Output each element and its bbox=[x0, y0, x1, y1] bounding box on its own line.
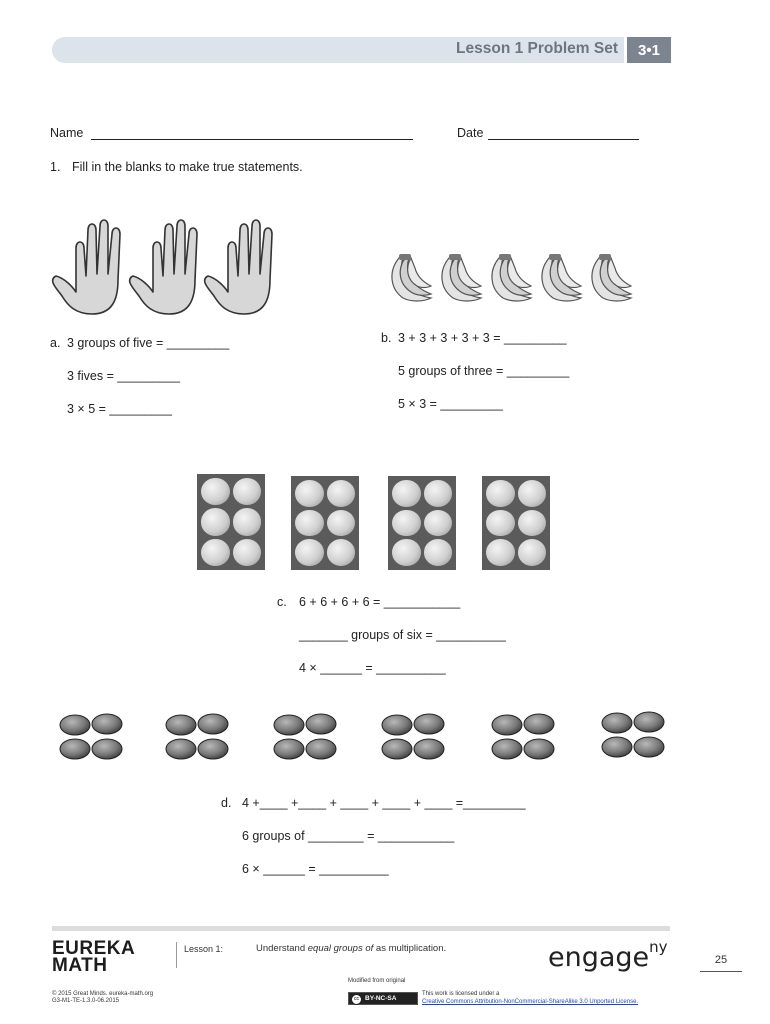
logo-line-eureka: EUREKA bbox=[52, 938, 136, 959]
bananas-illustration bbox=[385, 254, 637, 304]
part-b-line2: 5 groups of three = _________ bbox=[398, 364, 570, 378]
part-b-line1: 3 + 3 + 3 + 3 + 3 = _________ bbox=[398, 331, 567, 345]
lemon-group-icon bbox=[166, 714, 228, 759]
cc-icon: cc bbox=[351, 994, 362, 1005]
lemon-group-icon bbox=[60, 714, 122, 759]
egg-carton-icon bbox=[388, 476, 456, 570]
hand-icon bbox=[53, 220, 120, 314]
question-number: 1. bbox=[50, 160, 61, 174]
eureka-math-logo bbox=[52, 940, 135, 974]
copyright-line: © 2015 Great Minds. eureka-math.org bbox=[52, 991, 154, 997]
page-number: 25 bbox=[700, 954, 742, 972]
license-link[interactable]: Creative Commons Attribution-NonCommercial-ShareAlike 3.0 Unported License. bbox=[422, 999, 639, 1005]
egg-carton-icon bbox=[197, 474, 265, 570]
part-c-line1: 6 + 6 + 6 + 6 = ___________ bbox=[299, 595, 461, 609]
part-d-line2: 6 groups of ________ = ___________ bbox=[242, 829, 455, 843]
footer-lesson-label: Lesson 1: bbox=[184, 944, 224, 954]
lemon-group-icon bbox=[602, 712, 664, 757]
edition-line: G3-M1-TE-1.3.0-06.2015 bbox=[52, 998, 120, 1004]
lemon-group-icon bbox=[382, 714, 444, 759]
name-label: Name bbox=[50, 126, 84, 140]
license-text: This work is licensed under a bbox=[422, 991, 500, 997]
egg-carton-icon bbox=[482, 476, 550, 570]
hands-illustration bbox=[46, 218, 278, 320]
name-field[interactable] bbox=[91, 127, 413, 140]
egg-carton-icon bbox=[291, 476, 359, 570]
part-c-line3: 4 × ______ = __________ bbox=[299, 661, 446, 675]
part-d-line3: 6 × ______ = __________ bbox=[242, 862, 389, 876]
footer-rule bbox=[52, 926, 670, 931]
part-a-letter: a. bbox=[50, 336, 61, 350]
hand-icon bbox=[130, 220, 197, 314]
module-badge: 3•1 bbox=[627, 37, 671, 63]
date-label: Date bbox=[457, 126, 484, 140]
part-a-line2: 3 fives = _________ bbox=[67, 369, 180, 383]
part-d-letter: d. bbox=[221, 796, 232, 810]
part-b-line3: 5 × 3 = _________ bbox=[398, 397, 503, 411]
date-field[interactable] bbox=[488, 127, 639, 140]
lemon-group-icon bbox=[274, 714, 336, 759]
part-c-line2: _______ groups of six = __________ bbox=[299, 628, 506, 642]
banana-bunch-icon bbox=[392, 254, 431, 301]
part-c-letter: c. bbox=[277, 595, 287, 609]
part-a-line1: 3 groups of five = _________ bbox=[67, 336, 230, 350]
part-a-line3: 3 × 5 = _________ bbox=[67, 402, 172, 416]
banana-bunch-icon bbox=[592, 254, 631, 301]
modified-note: Modified from original bbox=[348, 978, 406, 984]
part-d-line1: 4 +____ +____ + ____ + ____ + ____ =_________ bbox=[242, 796, 526, 810]
banana-bunch-icon bbox=[442, 254, 481, 301]
banana-bunch-icon bbox=[492, 254, 531, 301]
engageny-logo: engage$^{ny}$ bbox=[548, 938, 668, 973]
hand-icon bbox=[205, 220, 272, 314]
cc-license-badge: BY-NC-SA bbox=[348, 992, 418, 1005]
footer-lesson-description: Understand equal groups of as multiplication. bbox=[256, 943, 447, 954]
footer-divider bbox=[176, 942, 177, 968]
lemons-illustration bbox=[58, 710, 673, 762]
page-title: Lesson 1 Problem Set bbox=[456, 40, 618, 57]
lemon-group-icon bbox=[492, 714, 554, 759]
banana-bunch-icon bbox=[542, 254, 581, 301]
question-text: Fill in the blanks to make true statements. bbox=[72, 160, 303, 174]
logo-line-math: MATH bbox=[52, 955, 108, 976]
part-b-letter: b. bbox=[381, 331, 392, 345]
